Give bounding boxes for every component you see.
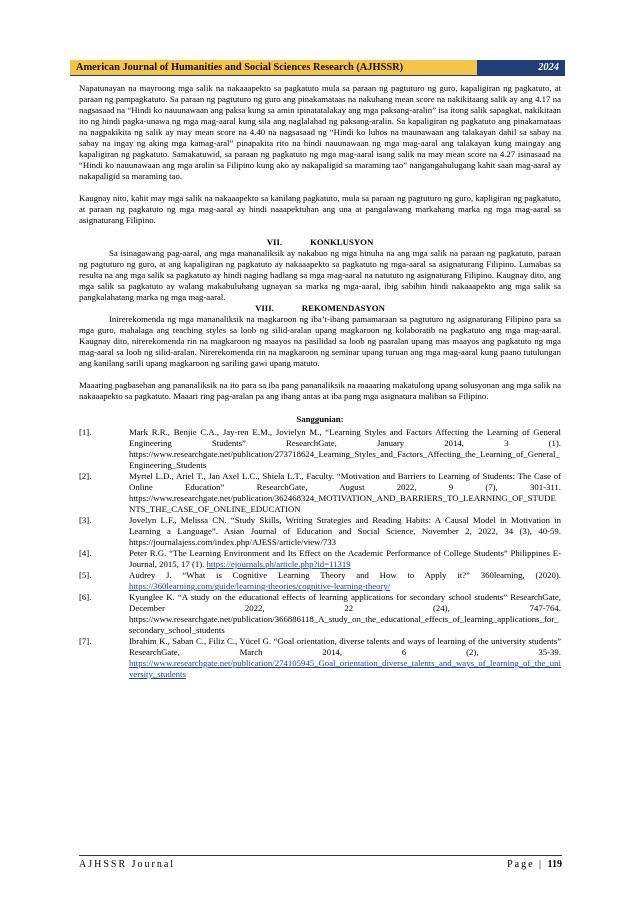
references-heading: Sanggunian: bbox=[296, 414, 344, 424]
section-number: VII. bbox=[266, 237, 283, 247]
page-body bbox=[79, 83, 561, 680]
journal-title: American Journal of Humanities and Social Sciences Research (AJHSSR) bbox=[70, 60, 477, 75]
footer-journal: AJHSSR Journal bbox=[79, 859, 176, 870]
reference-text: Myrtel L.D., Ariel T., Jan Axel L.C., Shiela L.T., Faculty. “Motivation and Barriers to Learning of Students: The Case of Online Education” ResearchGate, August 2022, 9 (7), 301-311. https://www.researchgate.net/publication/362468324_MOTIVATION_AND_BARRIERS_TO_LEARNING_OF_STUDENTS_THE_CASE_OF_ONLINE_EDUCATION bbox=[129, 471, 561, 514]
reference-text: Peter R.G. “The Learning Environment and Its Effect on the Academic Performance of College Students” Philippines E-Journal, 2015, 17 (1). https://ejournals.ph/article.php?id=11319 bbox=[129, 548, 561, 569]
section-title: REKOMENDASYON bbox=[301, 303, 385, 313]
reference-text: Jovelyn L.F., Melissa CN. “Study Skills, Writing Strategies and Reading Habits: A Causal Model in Motivation in Learning a Language”. Asian Journal of Education and Social Science, November 2, 2022, 34 (3), 40-59. https://journalajess.com/index.php/AJESS/article/view/733 bbox=[129, 515, 561, 547]
reference-label: [7]. bbox=[79, 636, 92, 646]
body-paragraph: Maaaring pagbasehan ang pananaliksik na ito para sa iba pang pananaliksik na maaaring makatulong upang solusyonan ang mga salik na nakaaapekto sa pagkatuto. Maaari ring pag-aralan pa ang ibang antas at iba pang mga asignatura maliban sa Filipino. bbox=[79, 380, 561, 401]
reference-item bbox=[79, 548, 561, 570]
page-number: 119 bbox=[547, 859, 562, 870]
body-paragraph: Inirerekomenda ng mga mananaliksik na magkaroon ng iba’t-ibang pamamaraan sa pagtuturo ng asignaturang Filipino para sa mga guro, mahalaga ang teaching styles sa loob ng silid-aralan upang magkaroon ng kolaboratib na pagkatuto ang mga mag-aaral. Kaugnay dito, nirerekomenda rin na magkaroon ng maayos na pasilidad sa loob ng paaralan upang mas maayos ang pagkatuto ng mga mag-aaral sa loob ng silid-aralan. Nirerekomenda rin na magkaroon ng seminar upang turuan ang mga mag-aaral kung paano tutulungan ang kanilang sarili upang magkaroon ng sariling gawi upang matuto. bbox=[79, 314, 561, 368]
reference-label: [4]. bbox=[79, 548, 92, 558]
reference-item bbox=[79, 515, 561, 548]
journal-header bbox=[70, 60, 565, 76]
reference-label: [3]. bbox=[79, 515, 92, 525]
page-indicator: Page | 119 bbox=[507, 859, 562, 870]
reference-list bbox=[79, 427, 561, 680]
reference-item bbox=[79, 427, 561, 471]
section-heading-rekomendasyon bbox=[79, 303, 561, 314]
section-title: KONKLUSYON bbox=[310, 237, 374, 247]
section-number: VIII. bbox=[255, 303, 274, 313]
reference-label: [6]. bbox=[79, 592, 92, 602]
reference-link[interactable]: https://360learning.com/guide/learning-theories/cognitive-learning-theory/ bbox=[129, 581, 391, 591]
body-paragraph: Napatunayan na mayroong mga salik na nakaaapekto sa pagkatuto mula sa paraan ng pagtuturo ng guro, kapaligiran ng pagkatuto, at paraan ng pampagkatuto. Sa paraan ng pagtuturo ng guro ang pinakamataas na nakuhang mean score na nakikitaang salik ay ang 4.17 na nagsasaad na “Hindi ko nauunawaan ang paksa kung sa amin ipinatatalakay ang mga paksang-aralin” isa itong salik sapagkat, nakikitaan ito ng hindi pagka-unawa ng mga mag-aaral kung sila ang naglalahad ng paksang-aralin. Sa kapaligiran ng pagkatuto ang pinakamataas na nagpakikita ng salik ay may mean score na 4.40 na nagsasaad ng “Hindi ko lubos na maunawaan ang talakayan dahil sa sabay na sabay na ingay ng aking mga kamag-aral” pinapakita rito na hindi nauunawaan ng mga mag-aaral ang talakayan kung maingay ang kapaligiran ng pagkatuto. Samakatuwid, sa paraan ng pagkatuto ng mga mag-aaral isang salik na may mean score na 4.27 isinasaad na “Hindi ko nauunawaan ang mga aralin sa Filipino kung ako ay nakapaligid sa maraming tao” nangangahulugang kahit saan mag-aaral ay nakapaligid sa maraming tao. bbox=[79, 83, 561, 181]
reference-item bbox=[79, 471, 561, 515]
reference-item bbox=[79, 636, 561, 680]
reference-link[interactable]: https://www.researchgate.net/publication/274105945_Goal_orientation_diverse_talents_and_ways_of_learning_of_the_university_students bbox=[129, 658, 561, 679]
reference-text: Ibrahim K., Saban C., Filiz C., Yücel G. “Goal orientation, diverse talents and ways of learning of the university students” ResearchGate, March 2014, 6 (2), 35-39. https://www.researchgate.net/publication/274105945_Goal_orientation_diverse_talents_and_ways_of_learning_of_the_university_students bbox=[129, 636, 561, 679]
body-paragraph: Sa isinagawang pag-aaral, ang mga mananaliksik ay nakabuo ng mga hinuha na ang mga salik na paraan ng pagkatuto, paraan ng pagtuturo ng guro, at ang kapaligiran ng pagkatuto ay nakaaapekto sa pagkatuto ng mga-aaral sa asignaturang Filipino. Lumabas sa resulta na ang mga salik sa pagkatuto ay hindi naging hadlang sa mga mag-aaral na natututo ng asignaturang Filipino. Kaugnay dito, ang mga salik sa pagkatuto ay walang makabuluhang ugnayan sa marka ng mga-aaral, ibig sabihin hindi nakaaapekto ang mga salik sa pangkalahatang marka ng mga mag-aaral. bbox=[79, 248, 561, 302]
reference-text: Mark R.R., Benjie C.A., Jay-ren E.M., Jovielyn M., “Learning Styles and Factors Affecting the Learning of General Engineering Students” ResearchGate, January 2014, 3 (1). https://www.researchgate.net/publication/273718624_Learning_Styles_and_Factors_Affecting_the_Learning_of_General_Engineering_Students bbox=[129, 427, 561, 470]
reference-text: Kyunglee K. “A study on the educational effects of learning applications for secondary school students” ResearchGate, December 2022, 22 (24), 747-764. https://www.researchgate.net/publication/366886118_A_study_on_the_educational_effects_of_learning_applications_for_secondary_school_students bbox=[129, 592, 561, 635]
reference-link[interactable]: https://ejournals.ph/article.php?id=11319 bbox=[206, 559, 351, 569]
reference-text: Audrey J. “What is Cognitive Learning Theory and How to Apply it?” 360learning, (2020). https://360learning.com/guide/learning-theories/cognitive-learning-theory/ bbox=[129, 570, 561, 591]
reference-label: [1]. bbox=[79, 427, 92, 437]
page-label: Page bbox=[507, 859, 535, 870]
journal-year: 2024 bbox=[477, 60, 565, 75]
reference-label: [5]. bbox=[79, 570, 92, 580]
reference-item bbox=[79, 592, 561, 636]
section-heading-konklusyon bbox=[79, 237, 561, 248]
reference-item bbox=[79, 570, 561, 592]
body-paragraph: Kaugnay nito, kahit may mga salik na nakaaapekto sa kanilang pagkatuto, mula sa paraan ng pagtuturo ng guro, kapligiran ng pagkatuto, at paraan ng pagkatuto ng mga mag-aaral ay hindi naaapektuhan ang una at pangalawang markahang marka ng mga mag-aaral sa asignaturang Filipino. bbox=[79, 193, 561, 225]
page-footer bbox=[79, 855, 562, 870]
reference-label: [2]. bbox=[79, 471, 92, 481]
